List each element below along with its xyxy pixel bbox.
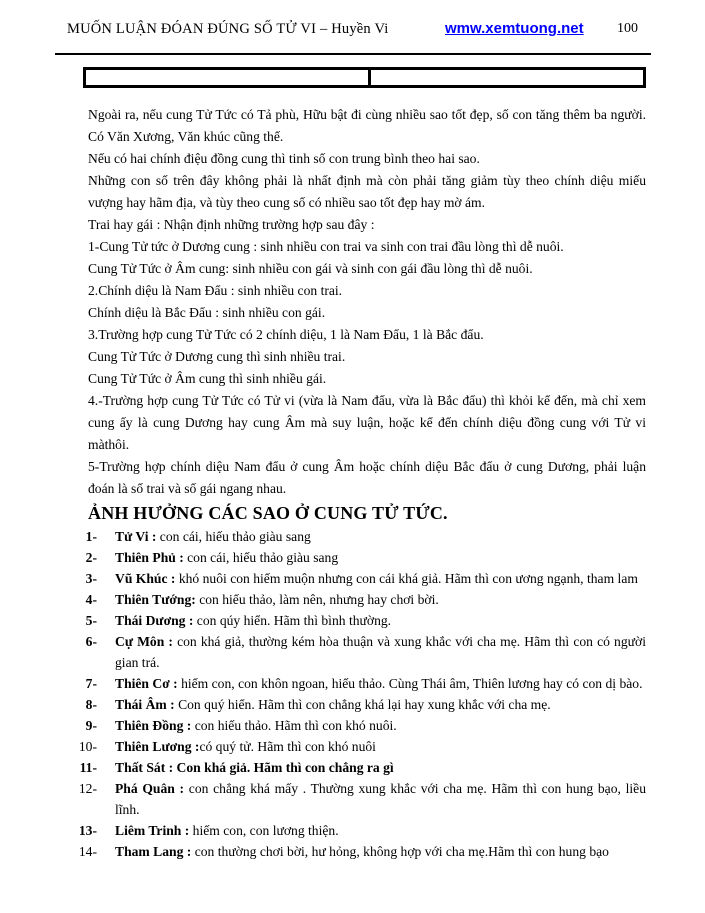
star-list bbox=[78, 526, 646, 862]
list-item bbox=[85, 568, 646, 589]
item-number: 6- bbox=[85, 634, 97, 649]
paragraph: 3.Trường hợp cung Tử Tức có 2 chính diệu, 1 là Nam Đẩu, 1 là Bắc đẩu. bbox=[88, 327, 484, 342]
list-item bbox=[85, 526, 646, 547]
item-text bbox=[115, 781, 646, 817]
item-text bbox=[115, 844, 609, 859]
item-number: 7- bbox=[85, 676, 97, 691]
item-text bbox=[115, 718, 397, 733]
paragraph-block bbox=[88, 104, 646, 500]
item-text bbox=[115, 592, 439, 607]
section-heading: ẢNH HƯỞNG CÁC SAO Ở CUNG TỬ TỨC. bbox=[88, 503, 448, 523]
paragraph: Cung Tử Tức ở Dương cung thì sinh nhiều trai. bbox=[88, 349, 346, 364]
list-item bbox=[78, 820, 646, 841]
item-desc: con khá giả, thường kém hòa thuận và xung khắc với cha mẹ. Hãm thì con có người gian trá. bbox=[115, 634, 646, 670]
item-number: 12- bbox=[78, 781, 97, 796]
item-desc: con hiếu thảo, làm nên, nhưng hay chơi bời. bbox=[195, 592, 439, 607]
paragraph: 1-Cung Tử tức ở Dương cung : sinh nhiều con trai va sinh con trai đầu lòng thì dễ nuôi. bbox=[88, 239, 564, 254]
star-name: Thiên Đồng : bbox=[115, 718, 192, 733]
item-number: 2- bbox=[85, 550, 97, 565]
item-desc: con qúy hiển. Hãm thì bình thường. bbox=[193, 613, 392, 628]
item-text bbox=[115, 676, 643, 691]
star-name: Thiên Cơ : bbox=[115, 676, 178, 691]
item-text bbox=[115, 550, 338, 565]
website-link[interactable]: wmw.xemtuong.net bbox=[445, 20, 584, 37]
list-item bbox=[78, 736, 646, 757]
paragraph: Cung Tử Tức ở Âm cung thì sinh nhiều gái. bbox=[88, 371, 327, 386]
item-text bbox=[115, 634, 646, 670]
item-desc: con thường chơi bời, hư hỏng, không hợp với cha mẹ.Hãm thì con hung bạo bbox=[191, 844, 609, 859]
item-text bbox=[115, 613, 391, 628]
list-item bbox=[85, 589, 646, 610]
header-divider-line bbox=[55, 53, 651, 55]
star-name: Tử Vi : bbox=[115, 529, 157, 544]
paragraph: Trai hay gái : Nhận định những trường hợp sau đây : bbox=[88, 217, 375, 232]
table-cell-right bbox=[370, 69, 645, 87]
item-desc: có quý tử. Hãm thì con khó nuôi bbox=[199, 739, 376, 754]
star-name: Thiên Lương : bbox=[115, 739, 200, 754]
header-title: MUỐN LUẬN ĐÓAN ĐÚNG SỐ TỬ VI – Huyền Vi bbox=[67, 21, 389, 37]
item-number: 9- bbox=[85, 718, 97, 733]
item-text bbox=[115, 697, 551, 712]
item-desc: con cái, hiếu thảo giàu sang bbox=[156, 529, 311, 544]
star-name: Cự Môn : bbox=[115, 634, 173, 649]
star-name: Thiên Tướng: bbox=[115, 592, 196, 607]
item-text bbox=[115, 760, 394, 775]
paragraph: Ngoài ra, nếu cung Tử Tức có Tả phù, Hữu bật đi cùng nhiều sao tốt đẹp, số con tăng thêm ba người. Có Văn Xương, Văn khúc cũng thế. bbox=[88, 107, 646, 144]
item-number: 8- bbox=[85, 697, 97, 712]
paragraph: 5-Trường hợp chính diệu Nam đẩu ở cung Âm hoặc chính diệu Bắc đẩu ở cung Dương, phải luận đoán là số trai và số gái ngang nhau. bbox=[88, 459, 646, 496]
item-number: 5- bbox=[85, 613, 97, 628]
star-name: Tham Lang : bbox=[115, 844, 192, 859]
item-number: 11- bbox=[79, 760, 97, 775]
list-item bbox=[78, 778, 646, 820]
star-name: Liêm Trinh : bbox=[115, 823, 190, 838]
star-name: Thiên Phủ : bbox=[115, 550, 184, 565]
star-name: Vũ Khúc : bbox=[115, 571, 176, 586]
list-item bbox=[78, 841, 646, 862]
list-item bbox=[85, 631, 646, 673]
list-item bbox=[79, 757, 646, 778]
item-text bbox=[115, 823, 339, 838]
star-name: Thái Âm : bbox=[115, 697, 175, 712]
item-desc: hiếm con, con lương thiện. bbox=[189, 823, 339, 838]
item-desc: Con quý hiển. Hãm thì con chẳng khá lại hay xung khắc với cha mẹ. bbox=[174, 697, 551, 712]
paragraph: 4.-Trường hợp cung Tử Tức có Tử vi (vừa là Nam đẩu, vừa là Bắc đẩu) thì khỏi kể đến, mà chỉ xem cung ấy là cung Dương hay cung Âm mà suy luận, hoặc kể đến chính diệu đồng cung với Tử vi màthôi. bbox=[88, 393, 646, 452]
paragraph: Những con số trên đây không phải là nhất định mà còn phải tăng giảm tùy theo chính diệu miếu vượng hay hãm địa, và tùy theo cung số có nhiều sao tốt đẹp hay mờ ám. bbox=[88, 173, 646, 210]
paragraph: Chính diệu là Bắc Đẩu : sinh nhiều con gái. bbox=[88, 305, 326, 320]
item-desc: con hiếu thảo. Hãm thì con khó nuôi. bbox=[191, 718, 397, 733]
star-name: Thất Sát : Con khá giả. Hãm thì con chẳng ra gì bbox=[115, 760, 394, 775]
paragraph: 2.Chính diệu là Nam Đẩu : sinh nhiều con trai. bbox=[88, 283, 343, 298]
item-desc: con chẳng khá mấy . Thường xung khắc với cha mẹ. Hãm thì con hung bạo, liều lĩnh. bbox=[115, 781, 646, 817]
list-item bbox=[85, 694, 646, 715]
item-desc: khó nuôi con hiếm muộn nhưng con cái khá giả. Hãm thì con ương ngạnh, tham lam bbox=[175, 571, 638, 586]
item-desc: con cái, hiếu thảo giàu sang bbox=[183, 550, 339, 565]
table-row bbox=[85, 69, 645, 87]
item-text bbox=[115, 571, 638, 586]
item-number: 4- bbox=[85, 592, 97, 607]
paragraph: Nếu có hai chính điệu đồng cung thì tinh số con trung bình theo hai sao. bbox=[88, 151, 480, 166]
star-name: Thái Dương : bbox=[115, 613, 194, 628]
item-text bbox=[115, 739, 376, 754]
item-text bbox=[115, 529, 311, 544]
list-item bbox=[85, 547, 646, 568]
item-number: 13- bbox=[78, 823, 97, 838]
empty-header-table bbox=[83, 67, 646, 88]
list-item bbox=[85, 715, 646, 736]
item-number: 1- bbox=[85, 529, 97, 544]
page-number: 100 bbox=[617, 21, 638, 36]
list-item bbox=[85, 610, 646, 631]
table-cell-left bbox=[85, 69, 370, 87]
paragraph: Cung Tử Tức ở Âm cung: sinh nhiều con gái và sinh con gái đầu lòng thì dễ nuôi. bbox=[88, 261, 533, 276]
item-number: 10- bbox=[78, 739, 97, 754]
document-body bbox=[78, 104, 646, 862]
star-name: Phá Quân : bbox=[115, 781, 185, 796]
item-number: 3- bbox=[85, 571, 97, 586]
list-item bbox=[85, 673, 646, 694]
item-number: 14- bbox=[78, 844, 97, 859]
item-desc: hiếm con, con khôn ngoan, hiếu thảo. Cùng Thái âm, Thiên lương hay có con dị bào. bbox=[177, 676, 643, 691]
